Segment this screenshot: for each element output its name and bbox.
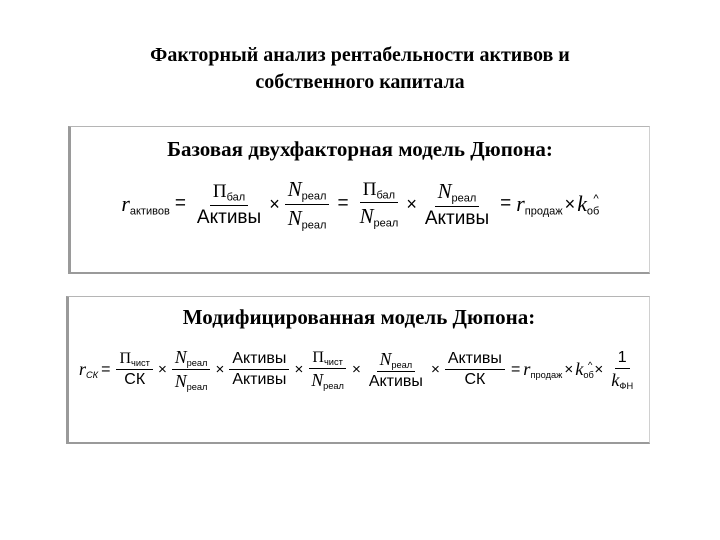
fraction-sales-assets: $\frac{N_{реал}}{\text{Активы}}$ (424, 179, 490, 229)
title-line-1: Факторный анализ рентабельности активов и (150, 44, 570, 66)
ros-symbol: $r_{продаж}$ (516, 191, 563, 218)
roe-symbol: $r_{СК}$ (78, 359, 99, 381)
modified-dupont-formula (69, 347, 649, 393)
equals-sign: = (500, 193, 512, 215)
modified-dupont-heading: Модифицированная модель Дюпона: (182, 305, 536, 329)
basic-dupont-panel (68, 126, 650, 274)
fraction-sales-sales: $\frac{N_{реал}}{N_{реал}}$ (285, 177, 330, 232)
multiply-sign: × (430, 361, 440, 379)
fraction-sales-sales: $\frac{N_{реал}}{N_{реал}}$ (172, 347, 211, 393)
fraction-sales-assets: $\frac{N_{реал}}{\text{Активы}}$ (368, 348, 423, 390)
multiply-sign: × (269, 193, 280, 214)
turnover-symbol: $k_{об}^{\^{}}$ (575, 359, 594, 381)
equals-sign: = (101, 360, 111, 378)
multiply-sign: × (564, 193, 576, 214)
multiply-sign: × (564, 361, 574, 379)
fraction-profit-assets: $\frac{П_{бал}}{\text{Активы}}$ (196, 180, 262, 228)
fraction-assets-equity: $\frac{\text{Активы}}{СК}$ (445, 350, 505, 390)
title-line-2: собственного капитала (255, 71, 465, 93)
multiply-sign: × (594, 361, 604, 379)
basic-dupont-heading: Базовая двухфакторная модель Дюпона: (167, 137, 553, 161)
fraction-netprofit-sales: $\frac{П_{чист}}{N_{реал}}$ (311, 348, 344, 391)
basic-dupont-formula (71, 177, 649, 232)
equals-sign: = (174, 193, 186, 215)
fraction-profit-sales: $\frac{П_{бал}}{N_{реал}}$ (359, 178, 399, 230)
page-title (60, 42, 660, 96)
multiply-sign: × (157, 361, 167, 379)
modified-dupont-panel (66, 296, 650, 444)
roa-symbol: $r_{активов}$ (121, 191, 170, 218)
fraction-netprofit-equity: $\frac{П_{чист}}{СК}$ (116, 350, 152, 390)
ros-symbol: $r_{продаж}$ (523, 359, 563, 381)
fraction-one-leverage: $\frac{1}{k_{ФН}}$ (611, 348, 634, 391)
fraction-assets-assets: $\frac{\text{Активы}}{\text{Активы}}$ (229, 350, 289, 390)
equals-sign: = (337, 193, 349, 215)
multiply-sign: × (294, 361, 304, 379)
multiply-sign: × (406, 193, 417, 214)
turnover-symbol: $k_{об}^{\^{}}$ (577, 191, 600, 218)
multiply-sign: × (215, 361, 225, 379)
equals-sign: = (510, 360, 521, 378)
multiply-sign: × (351, 361, 361, 379)
